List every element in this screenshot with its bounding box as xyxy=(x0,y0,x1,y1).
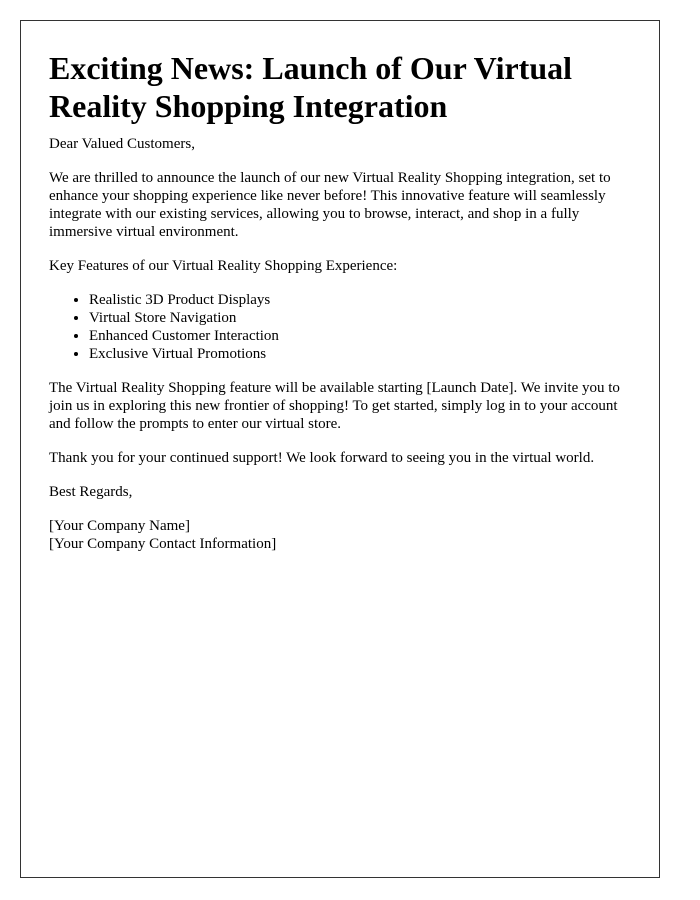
feature-item: • Exclusive Virtual Promotions xyxy=(89,345,631,363)
letter-title: Exciting News: Launch of Our Virtual Reality Shopping Integration xyxy=(49,50,572,124)
thanks-paragraph: Thank you for your continued support! We look forward to seeing you in the virtual world. xyxy=(49,450,595,466)
intro-paragraph: We are thrilled to announce the launch of our new Virtual Reality Shopping integration, set to enhance your shopping experience like never before! This innovative feature will seamlessly integrate with our existing services, allowing you to browse, interact, and shop in a fully immersive virtual environment. xyxy=(49,170,611,240)
closing: Best Regards, xyxy=(49,484,133,500)
availability-paragraph: The Virtual Reality Shopping feature will be available starting [Launch Date]. We invite you to join us in exploring this new frontier of shopping! To get started, simply log in to your account and follow the prompts to enter our virtual store. xyxy=(49,380,620,432)
feature-item: • Virtual Store Navigation xyxy=(89,309,631,327)
feature-item: • Realistic 3D Product Displays xyxy=(89,291,631,309)
greeting: Dear Valued Customers, xyxy=(49,136,195,152)
feature-item: • Enhanced Customer Interaction xyxy=(89,327,631,345)
features-heading: Key Features of our Virtual Reality Shopping Experience: xyxy=(49,258,398,274)
company-name: [Your Company Name] xyxy=(49,518,190,534)
company-contact: [Your Company Contact Information] xyxy=(49,536,277,552)
features-list xyxy=(49,291,631,363)
letter-page xyxy=(20,20,660,878)
signature-block xyxy=(49,517,631,553)
